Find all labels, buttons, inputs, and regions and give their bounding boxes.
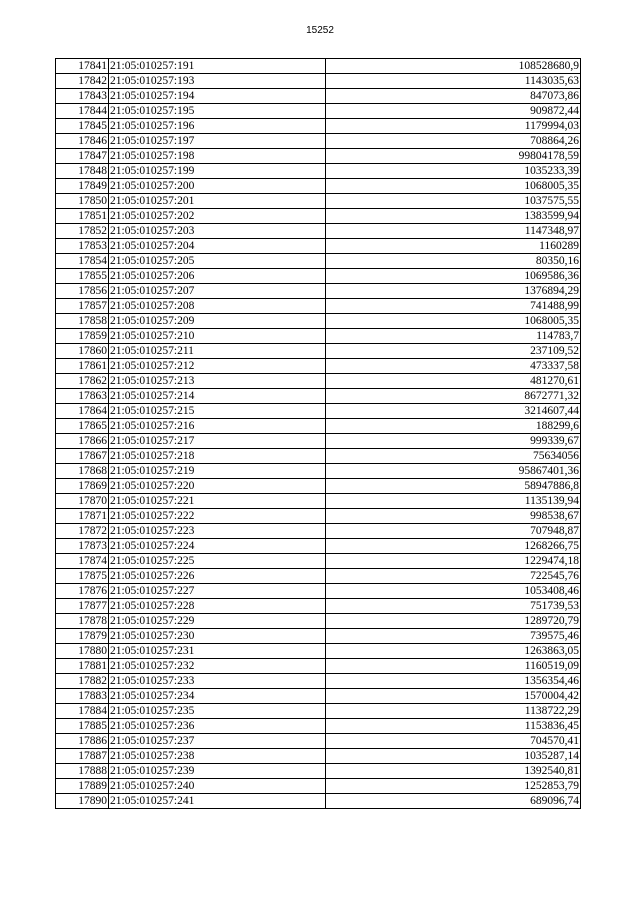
cadastral-number-cell: 21:05:010257:197 [109, 134, 326, 149]
row-number-cell: 17849 [56, 179, 109, 194]
row-number-cell: 17882 [56, 674, 109, 689]
row-number-cell: 17868 [56, 464, 109, 479]
table-row [56, 419, 581, 434]
cadastral-value-cell: 708864,26 [326, 134, 581, 149]
row-number-cell: 17857 [56, 299, 109, 314]
cadastral-number-cell: 21:05:010257:223 [109, 524, 326, 539]
cadastral-number-cell: 21:05:010257:195 [109, 104, 326, 119]
table-row [56, 164, 581, 179]
table-row [56, 764, 581, 779]
table-row [56, 704, 581, 719]
row-number-cell: 17853 [56, 239, 109, 254]
table-row [56, 644, 581, 659]
cadastral-number-cell: 21:05:010257:198 [109, 149, 326, 164]
table-row [56, 209, 581, 224]
cadastral-value-cell: 722545,76 [326, 569, 581, 584]
table-row [56, 149, 581, 164]
row-number-cell: 17856 [56, 284, 109, 299]
cadastral-number-cell: 21:05:010257:209 [109, 314, 326, 329]
table-row [56, 794, 581, 809]
cadastral-value-cell: 1035233,39 [326, 164, 581, 179]
row-number-cell: 17877 [56, 599, 109, 614]
cadastral-value-cell: 689096,74 [326, 794, 581, 809]
table-row [56, 179, 581, 194]
cadastral-value-cell: 1037575,55 [326, 194, 581, 209]
row-number-cell: 17885 [56, 719, 109, 734]
row-number-cell: 17887 [56, 749, 109, 764]
row-number-cell: 17845 [56, 119, 109, 134]
cadastral-number-cell: 21:05:010257:218 [109, 449, 326, 464]
table-row [56, 404, 581, 419]
table-row [56, 194, 581, 209]
row-number-cell: 17848 [56, 164, 109, 179]
cadastral-number-cell: 21:05:010257:229 [109, 614, 326, 629]
row-number-cell: 17847 [56, 149, 109, 164]
row-number-cell: 17874 [56, 554, 109, 569]
cadastral-value-cell: 999339,67 [326, 434, 581, 449]
row-number-cell: 17858 [56, 314, 109, 329]
row-number-cell: 17870 [56, 494, 109, 509]
row-number-cell: 17850 [56, 194, 109, 209]
cadastral-number-cell: 21:05:010257:219 [109, 464, 326, 479]
cadastral-number-cell: 21:05:010257:238 [109, 749, 326, 764]
cadastral-number-cell: 21:05:010257:193 [109, 74, 326, 89]
row-number-cell: 17863 [56, 389, 109, 404]
cadastral-number-cell: 21:05:010257:203 [109, 224, 326, 239]
row-number-cell: 17889 [56, 779, 109, 794]
table-row [56, 344, 581, 359]
table-row [56, 494, 581, 509]
row-number-cell: 17860 [56, 344, 109, 359]
cadastral-value-cell: 237109,52 [326, 344, 581, 359]
cadastral-number-cell: 21:05:010257:228 [109, 599, 326, 614]
table-row [56, 749, 581, 764]
cadastral-value-cell: 1147348,97 [326, 224, 581, 239]
cadastral-number-cell: 21:05:010257:232 [109, 659, 326, 674]
cadastral-number-cell: 21:05:010257:239 [109, 764, 326, 779]
table-row [56, 614, 581, 629]
cadastral-value-cell: 1035287,14 [326, 749, 581, 764]
cadastral-number-cell: 21:05:010257:240 [109, 779, 326, 794]
cadastral-value-cell: 188299,6 [326, 419, 581, 434]
table-row [56, 284, 581, 299]
cadastral-number-cell: 21:05:010257:234 [109, 689, 326, 704]
cadastral-value-cell: 739575,46 [326, 629, 581, 644]
cadastral-number-cell: 21:05:010257:201 [109, 194, 326, 209]
table-row [56, 464, 581, 479]
cadastral-value-cell: 1392540,81 [326, 764, 581, 779]
table-row [56, 389, 581, 404]
cadastral-number-cell: 21:05:010257:205 [109, 254, 326, 269]
cadastral-number-cell: 21:05:010257:226 [109, 569, 326, 584]
row-number-cell: 17841 [56, 59, 109, 74]
cadastral-number-cell: 21:05:010257:231 [109, 644, 326, 659]
cadastral-value-cell: 114783,7 [326, 329, 581, 344]
row-number-cell: 17842 [56, 74, 109, 89]
cadastral-value-cell: 1263863,05 [326, 644, 581, 659]
cadastral-value-cell: 1068005,35 [326, 314, 581, 329]
table-row [56, 359, 581, 374]
table-row [56, 449, 581, 464]
table-body [56, 59, 581, 809]
cadastral-number-cell: 21:05:010257:194 [109, 89, 326, 104]
row-number-cell: 17865 [56, 419, 109, 434]
table-row [56, 434, 581, 449]
cadastral-value-cell: 707948,87 [326, 524, 581, 539]
row-number-cell: 17859 [56, 329, 109, 344]
row-number-cell: 17862 [56, 374, 109, 389]
cadastral-value-cell: 80350,16 [326, 254, 581, 269]
row-number-cell: 17872 [56, 524, 109, 539]
cadastral-value-cell: 1179994,03 [326, 119, 581, 134]
cadastral-value-cell: 481270,61 [326, 374, 581, 389]
cadastral-number-cell: 21:05:010257:230 [109, 629, 326, 644]
cadastral-number-cell: 21:05:010257:210 [109, 329, 326, 344]
cadastral-value-cell: 1252853,79 [326, 779, 581, 794]
table-row [56, 299, 581, 314]
cadastral-value-cell: 704570,41 [326, 734, 581, 749]
table-row [56, 554, 581, 569]
table-row [56, 104, 581, 119]
cadastral-value-cell: 108528680,9 [326, 59, 581, 74]
row-number-cell: 17852 [56, 224, 109, 239]
table-row [56, 569, 581, 584]
row-number-cell: 17851 [56, 209, 109, 224]
row-number-cell: 17875 [56, 569, 109, 584]
cadastral-value-cell: 1356354,46 [326, 674, 581, 689]
table-row [56, 254, 581, 269]
table-row [56, 734, 581, 749]
cadastral-number-cell: 21:05:010257:191 [109, 59, 326, 74]
row-number-cell: 17881 [56, 659, 109, 674]
row-number-cell: 17878 [56, 614, 109, 629]
table-row [56, 524, 581, 539]
cadastral-number-cell: 21:05:010257:215 [109, 404, 326, 419]
table-row [56, 629, 581, 644]
table-row [56, 539, 581, 554]
table-row [56, 509, 581, 524]
row-number-cell: 17843 [56, 89, 109, 104]
table-row [56, 659, 581, 674]
cadastral-number-cell: 21:05:010257:236 [109, 719, 326, 734]
cadastral-number-cell: 21:05:010257:220 [109, 479, 326, 494]
row-number-cell: 17869 [56, 479, 109, 494]
cadastral-number-cell: 21:05:010257:214 [109, 389, 326, 404]
cadastral-value-cell: 1383599,94 [326, 209, 581, 224]
cadastral-number-cell: 21:05:010257:196 [109, 119, 326, 134]
cadastral-number-cell: 21:05:010257:221 [109, 494, 326, 509]
cadastral-value-cell: 909872,44 [326, 104, 581, 119]
cadastral-value-cell: 3214607,44 [326, 404, 581, 419]
table-row [56, 314, 581, 329]
row-number-cell: 17884 [56, 704, 109, 719]
row-number-cell: 17873 [56, 539, 109, 554]
cadastral-value-cell: 99804178,59 [326, 149, 581, 164]
table-row [56, 599, 581, 614]
cadastral-value-cell: 1068005,35 [326, 179, 581, 194]
cadastral-value-cell: 1376894,29 [326, 284, 581, 299]
cadastral-value-cell: 741488,99 [326, 299, 581, 314]
cadastral-value-cell: 1268266,75 [326, 539, 581, 554]
table-row [56, 779, 581, 794]
row-number-cell: 17844 [56, 104, 109, 119]
table-row [56, 224, 581, 239]
table-row [56, 239, 581, 254]
cadastral-value-cell: 58947886,8 [326, 479, 581, 494]
cadastral-value-cell: 847073,86 [326, 89, 581, 104]
table-row [56, 59, 581, 74]
cadastral-number-cell: 21:05:010257:227 [109, 584, 326, 599]
cadastral-number-cell: 21:05:010257:208 [109, 299, 326, 314]
row-number-cell: 17846 [56, 134, 109, 149]
cadastral-value-cell: 1069586,36 [326, 269, 581, 284]
cadastral-value-cell: 1053408,46 [326, 584, 581, 599]
row-number-cell: 17866 [56, 434, 109, 449]
cadastral-number-cell: 21:05:010257:213 [109, 374, 326, 389]
cadastral-value-cell: 8672771,32 [326, 389, 581, 404]
cadastral-value-cell: 751739,53 [326, 599, 581, 614]
cadastral-value-cell: 998538,67 [326, 509, 581, 524]
table-row [56, 674, 581, 689]
row-number-cell: 17864 [56, 404, 109, 419]
cadastral-number-cell: 21:05:010257:217 [109, 434, 326, 449]
table-row [56, 74, 581, 89]
cadastral-number-cell: 21:05:010257:212 [109, 359, 326, 374]
cadastral-value-cell: 1289720,79 [326, 614, 581, 629]
cadastral-number-cell: 21:05:010257:222 [109, 509, 326, 524]
row-number-cell: 17876 [56, 584, 109, 599]
table-row [56, 119, 581, 134]
table-row [56, 134, 581, 149]
table-row [56, 689, 581, 704]
cadastral-value-cell: 75634056 [326, 449, 581, 464]
table-row [56, 719, 581, 734]
cadastral-value-cell: 1160289 [326, 239, 581, 254]
cadastral-number-cell: 21:05:010257:235 [109, 704, 326, 719]
row-number-cell: 17880 [56, 644, 109, 659]
cadastral-number-cell: 21:05:010257:200 [109, 179, 326, 194]
cadastral-value-cell: 1143035,63 [326, 74, 581, 89]
cadastral-value-cell: 1153836,45 [326, 719, 581, 734]
row-number-cell: 17879 [56, 629, 109, 644]
page-number: 15252 [306, 25, 334, 36]
cadastral-number-cell: 21:05:010257:216 [109, 419, 326, 434]
table-row [56, 329, 581, 344]
cadastral-number-cell: 21:05:010257:207 [109, 284, 326, 299]
table-row [56, 584, 581, 599]
table-row [56, 269, 581, 284]
cadastral-value-table [55, 58, 581, 809]
cadastral-value-cell: 1229474,18 [326, 554, 581, 569]
table-row [56, 89, 581, 104]
cadastral-number-cell: 21:05:010257:204 [109, 239, 326, 254]
cadastral-number-cell: 21:05:010257:225 [109, 554, 326, 569]
cadastral-number-cell: 21:05:010257:241 [109, 794, 326, 809]
cadastral-number-cell: 21:05:010257:237 [109, 734, 326, 749]
row-number-cell: 17867 [56, 449, 109, 464]
cadastral-number-cell: 21:05:010257:202 [109, 209, 326, 224]
cadastral-value-cell: 1135139,94 [326, 494, 581, 509]
row-number-cell: 17883 [56, 689, 109, 704]
cadastral-number-cell: 21:05:010257:206 [109, 269, 326, 284]
row-number-cell: 17854 [56, 254, 109, 269]
table-row [56, 479, 581, 494]
cadastral-number-cell: 21:05:010257:211 [109, 344, 326, 359]
table-row [56, 374, 581, 389]
row-number-cell: 17890 [56, 794, 109, 809]
row-number-cell: 17886 [56, 734, 109, 749]
cadastral-number-cell: 21:05:010257:233 [109, 674, 326, 689]
cadastral-value-cell: 1138722,29 [326, 704, 581, 719]
cadastral-number-cell: 21:05:010257:224 [109, 539, 326, 554]
cadastral-value-cell: 1570004,42 [326, 689, 581, 704]
cadastral-value-cell: 95867401,36 [326, 464, 581, 479]
cadastral-value-cell: 473337,58 [326, 359, 581, 374]
row-number-cell: 17888 [56, 764, 109, 779]
row-number-cell: 17861 [56, 359, 109, 374]
row-number-cell: 17855 [56, 269, 109, 284]
row-number-cell: 17871 [56, 509, 109, 524]
cadastral-number-cell: 21:05:010257:199 [109, 164, 326, 179]
cadastral-value-cell: 1160519,09 [326, 659, 581, 674]
